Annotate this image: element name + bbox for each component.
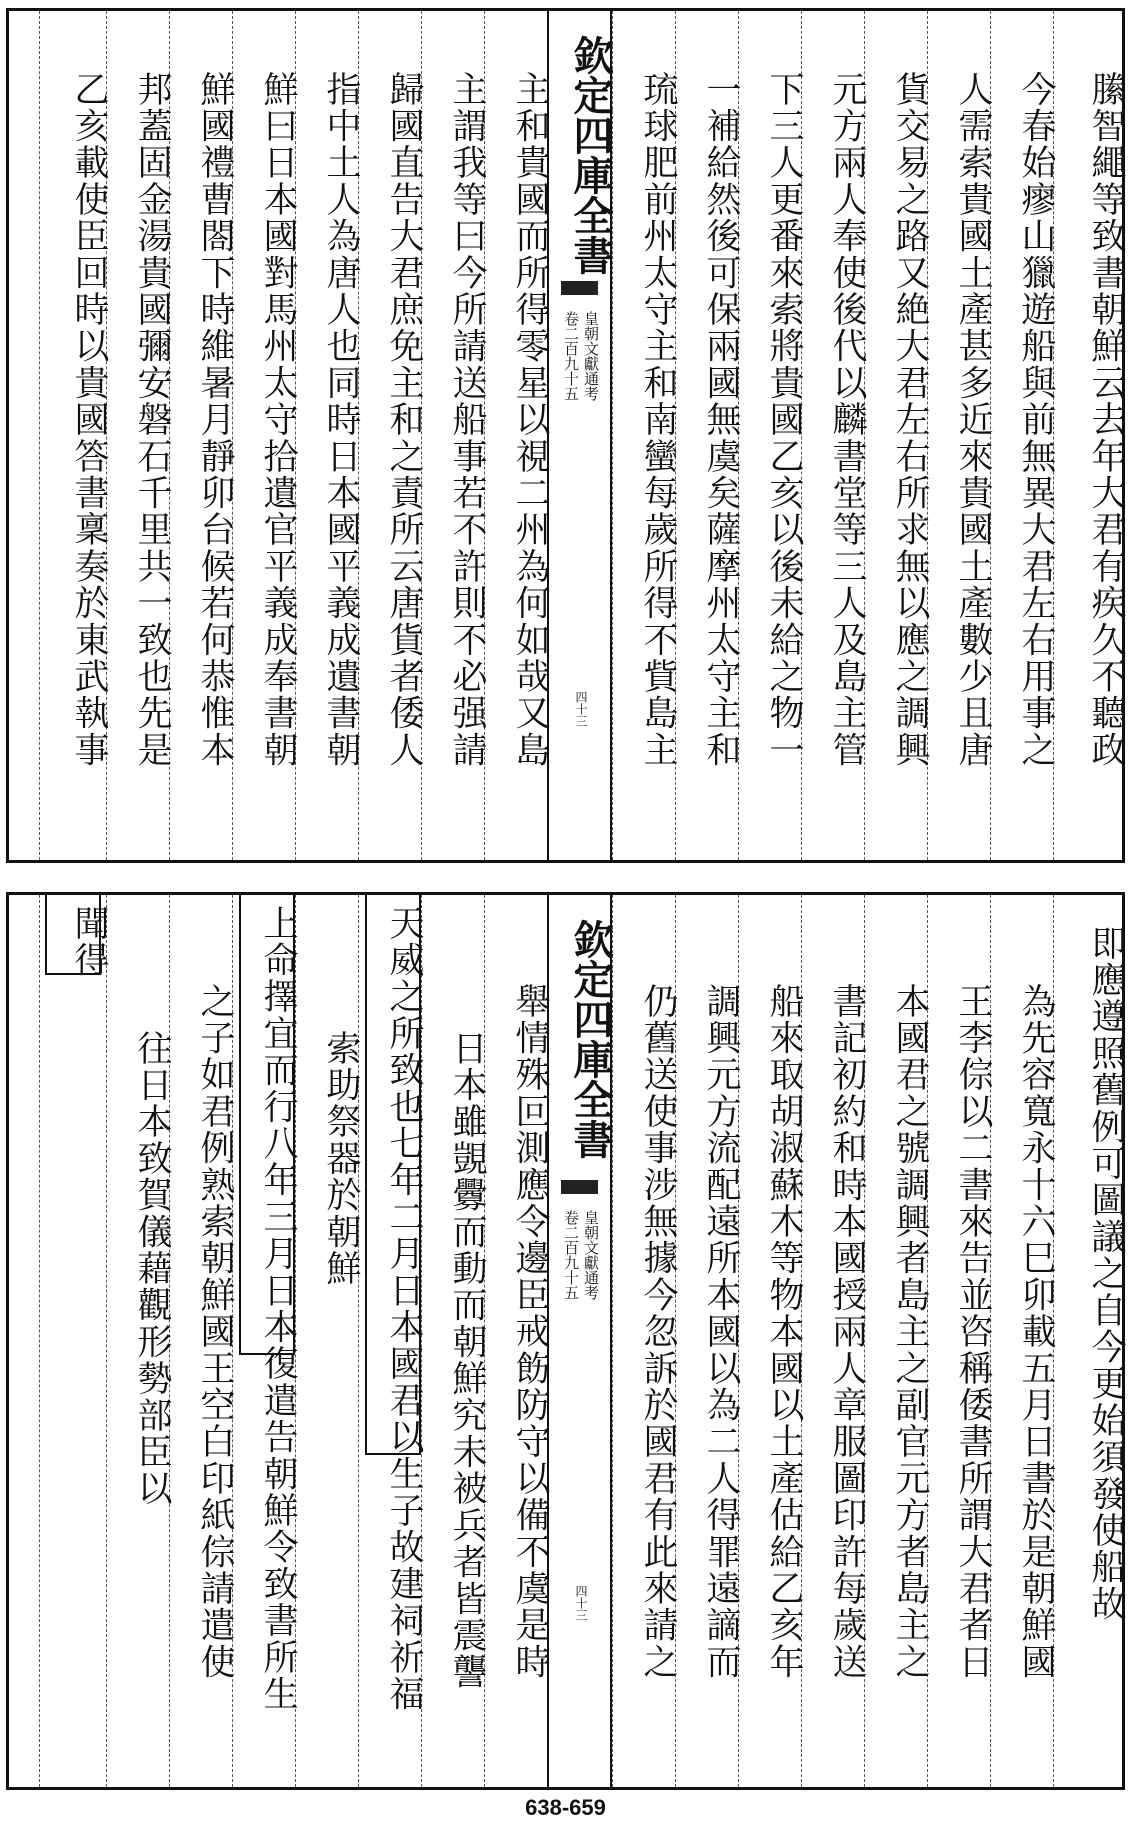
volume-number: 卷二百九十五 <box>562 311 580 401</box>
text-column <box>612 895 678 1787</box>
text-column <box>801 895 867 1787</box>
text-column <box>738 11 804 860</box>
text-column <box>675 895 741 1787</box>
text-column <box>738 895 804 1787</box>
column-text: 主和貴國而所得零星以視二州為何如哉又島 <box>510 71 550 769</box>
text-column <box>169 11 235 860</box>
text-column <box>990 895 1056 1787</box>
column-text: 鮮國禮曹閤下時維暑月靜卯台候若何恭惟本 <box>195 71 235 769</box>
fish-tail-mark <box>561 281 598 295</box>
bottom-page <box>6 892 1125 1790</box>
text-column <box>232 11 298 860</box>
text-column <box>675 11 741 860</box>
column-text: 主謂我等曰今所請送船事若不許則不必强請 <box>447 71 487 769</box>
text-column <box>295 895 361 1787</box>
column-text: 指中土人為唐人也同時日本國平義成遺書朝 <box>321 71 361 769</box>
volume-number: 卷二百九十五 <box>562 1210 580 1300</box>
book-title: 皇朝文獻通考 <box>582 311 600 401</box>
text-column <box>927 895 993 1787</box>
text-column <box>864 895 930 1787</box>
column-text: 仍舊送使事涉無據今忽訴於國君有此來請之 <box>638 983 678 1681</box>
text-column <box>484 895 550 1787</box>
column-text: 日本雖覬釁而動而朝鮮究未被兵者皆震讋 <box>447 1030 487 1691</box>
text-column <box>39 895 109 1787</box>
column-text: 今春始瘳山獵遊船與前無異大君左右用事之 <box>1016 71 1056 769</box>
library-title: 欽定四庫全書 <box>567 919 614 1159</box>
column-text: 琉球肥前州太守主和南蠻每歲所得不貲島主 <box>638 71 678 769</box>
column-text: 人需索貴國土產甚多近來貴國土產數少且唐 <box>953 71 993 769</box>
text-column <box>358 11 424 860</box>
column-text: 聞得 <box>69 905 109 979</box>
column-text: 天威之所致也七年二月日本國君以生子故建祠祈福 <box>384 905 424 1713</box>
text-column <box>421 895 487 1787</box>
elevation-frame <box>239 895 295 1355</box>
elevation-frame <box>365 895 421 1455</box>
column-text: 邦蓋固金湯貴國彌安磐石千里共一致也先是 <box>132 71 172 769</box>
center-margin <box>547 895 612 1787</box>
column-text: 乙亥載使臣回時以貴國答書稟奏於東武執事 <box>69 71 109 769</box>
text-column <box>421 11 487 860</box>
column-text: 本國君之號調興者島主之副官元方者島主之 <box>890 983 930 1681</box>
text-column <box>484 11 550 860</box>
column-text: 之子如君例熟索朝鮮國王空白印紙倧請遣使 <box>195 983 235 1681</box>
column-text: 調興元方流配遠所本國以為二人得罪遠謫而 <box>701 983 741 1681</box>
column-text: 書記初約和時本國授兩人章服圖印許每歲送 <box>827 983 867 1681</box>
column-text: 為先容寬永十六巳卯載五月日書於是朝鮮國 <box>1016 983 1056 1681</box>
column-text: 縢智繩等致書朝鮮云去年大君有疾久不聽政 <box>1086 71 1126 769</box>
book-title: 皇朝文獻通考 <box>582 1210 600 1300</box>
column-text: 王李倧以二書來告並咨稱倭書所謂大君者日 <box>953 983 993 1681</box>
text-column <box>1053 11 1126 860</box>
column-text: 舉情殊叵測應令邊臣戒飭防守以備不虞是時 <box>510 983 550 1681</box>
folio-number: 四十三 <box>574 691 588 727</box>
column-text: 歸國直告大君庶免主和之責所云唐貨者倭人 <box>384 71 424 769</box>
text-column <box>801 11 867 860</box>
library-title: 欽定四庫全書 <box>567 35 614 275</box>
text-column <box>990 11 1056 860</box>
column-text: 往日本致賀儀藉觀形勢部臣以 <box>132 1030 172 1508</box>
column-text: 一補給然後可保兩國無虞矣薩摩州太守主和 <box>701 71 741 769</box>
column-text: 貨交易之路又絶大君左右所求無以應之調興 <box>890 71 930 769</box>
column-text: 船來取胡淑蘇木等物本國以土產估給乙亥年 <box>764 983 804 1681</box>
text-column <box>169 895 235 1787</box>
folio-number: 四十三 <box>574 1585 588 1621</box>
elevation-frame <box>45 895 101 975</box>
page-number: 638-659 <box>525 1795 606 1820</box>
center-margin <box>547 11 612 860</box>
column-text: 鮮曰日本國對馬州太守拾遺官平義成奉書朝 <box>258 71 298 769</box>
text-column <box>612 11 678 860</box>
text-column <box>39 11 109 860</box>
fish-tail-mark <box>561 1180 598 1194</box>
text-column <box>864 11 930 860</box>
text-column <box>927 11 993 860</box>
column-text: 元方兩人奉使後代以麟書堂等三人及島主管 <box>827 71 867 769</box>
text-column <box>1053 895 1126 1787</box>
column-text: 上命擇宜而行八年三月日本復遣告朝鮮令致書所生 <box>258 905 298 1713</box>
column-text: 索助祭器於朝鮮 <box>321 1030 361 1287</box>
top-page <box>6 8 1125 863</box>
column-text: 下三人更番來索將貴國乙亥以後未給之物一 <box>764 71 804 769</box>
text-column <box>106 11 172 860</box>
text-column <box>295 11 361 860</box>
text-column <box>106 895 172 1787</box>
column-text: 即應遵照舊例可圖議之自今更始須發使船故 <box>1086 925 1126 1623</box>
